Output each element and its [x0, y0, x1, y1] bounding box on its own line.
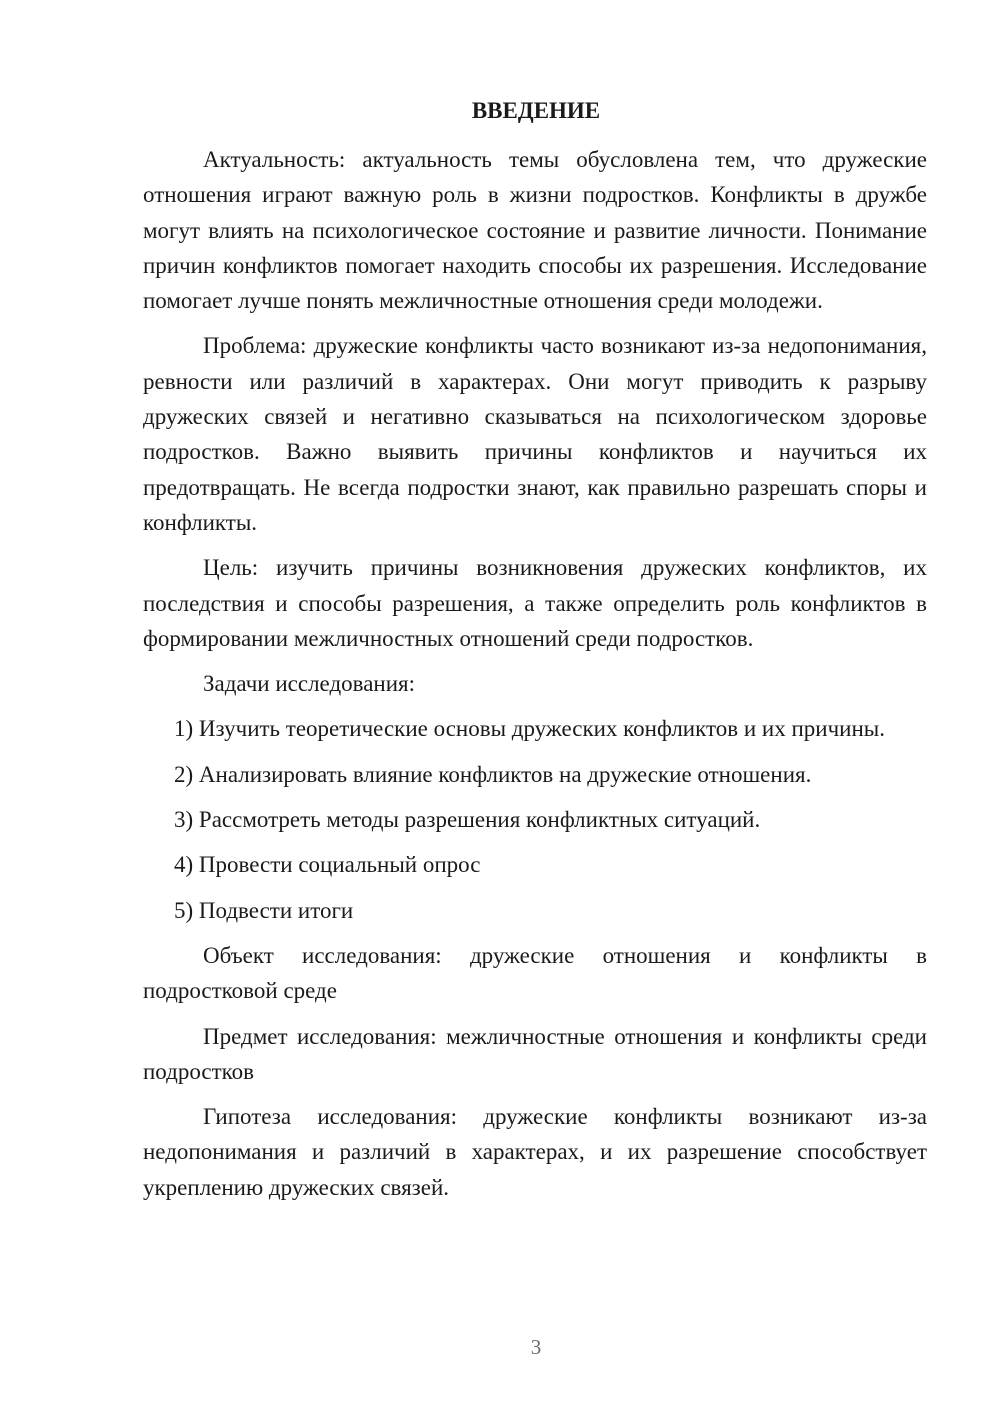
task-item-2: 2) Анализировать влияние конфликтов на дружеские отношения.: [174, 761, 812, 787]
task-item-3: 3) Рассмотреть методы разрешения конфликтных ситуаций.: [174, 807, 761, 833]
paragraph-problem: Проблема: дружеские конфликты часто возникают из-за недопонимания, ревности или различий в характерах. Они могут приводить к разрыву дружеских связей и негативно сказываться на психологическом здоровье подростков. Важно выявить причины конфликтов и научиться их предотвращать. Не всегда подростки знают, как правильно разрешать споры и конфликты.: [143, 333, 927, 535]
paragraph-object: Объект исследования: дружеские отношения и конфликты в подростковой среде: [143, 942, 927, 1004]
paragraph-tasks-heading: Задачи исследования:: [203, 671, 416, 697]
task-item-4: 4) Провести социальный опрос: [174, 852, 481, 878]
task-item-5: 5) Подвести итоги: [174, 897, 354, 923]
paragraph-goal: Цель: изучить причины возникновения дружеских конфликтов, их последствия и способы разрешения, а также определить роль конфликтов в формировании межличностных отношений среди подростков.: [143, 555, 927, 651]
paragraph-hypothesis: Гипотеза исследования: дружеские конфликты возникают из-за недопонимания и различий в характерах, и их разрешение способствует укреплению дружеских связей.: [143, 1104, 927, 1200]
page-number: 3: [530, 1335, 542, 1359]
body-text: [143, 142, 927, 1205]
paragraph-relevance: Актуальность: актуальность темы обусловлена тем, что дружеские отношения играют важную роль в жизни подростков. Конфликты в дружбе могут влиять на психологическое состояние и развитие личности. Понимание причин конфликтов помогает находить способы их разрешения. Исследование помогает лучше понять межличностные отношения среди молодежи.: [143, 147, 927, 314]
paragraph-subject: Предмет исследования: межличностные отношения и конфликты среди подростков: [143, 1023, 927, 1084]
page-title: ВВЕДЕНИЕ: [471, 98, 601, 123]
task-item-1: 1) Изучить теоретические основы дружеских конфликтов и их причины.: [174, 716, 885, 742]
